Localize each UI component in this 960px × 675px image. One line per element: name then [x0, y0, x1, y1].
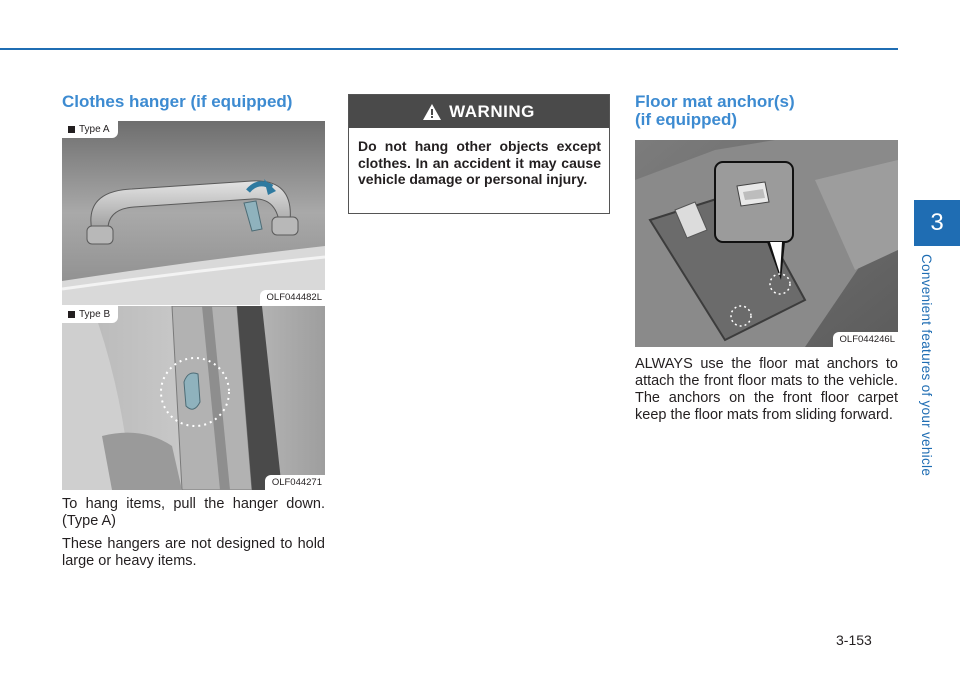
type-a-label: Type A [62, 121, 118, 138]
warning-title: WARNING [449, 101, 535, 121]
chapter-title-vertical: Convenient features of your vehicle [919, 254, 934, 477]
photo-code: OLF044271 [265, 475, 325, 490]
photo-hanger-type-b [62, 306, 325, 490]
paragraph-pull-hanger: To hang items, pull the hanger down. (Type A) [62, 496, 325, 529]
warning-triangle-icon [423, 104, 441, 120]
warning-text: Do not hang other objects except clothes. In an accident it may cause vehicle damage or personal injury. [358, 138, 601, 187]
photo-hanger-type-a [62, 121, 325, 305]
bullet-square-icon [68, 311, 75, 318]
photo-floor-mat-anchor [635, 140, 898, 347]
section-heading-floor-mat: Floor mat anchor(s) (if equipped) [635, 92, 795, 129]
warning-header [349, 95, 609, 128]
chapter-tab: 3 [914, 200, 960, 246]
paragraph-floor-mat-anchors: ALWAYS use the floor mat anchors to attach the front floor mats to the vehicle. The anchors on the front floor carpet keep the floor mats from sliding forward. [635, 356, 898, 423]
page-number: 3-153 [836, 632, 872, 648]
photo-code: OLF044482L [260, 290, 325, 305]
type-b-label: Type B [62, 306, 118, 323]
header-rule [0, 48, 898, 50]
paragraph-not-designed: These hangers are not designed to hold large or heavy items. [62, 536, 325, 569]
section-heading-clothes-hanger: Clothes hanger (if equipped) [62, 92, 293, 111]
photo-code: OLF044246L [833, 332, 898, 347]
warning-box [348, 94, 610, 214]
bullet-square-icon [68, 126, 75, 133]
